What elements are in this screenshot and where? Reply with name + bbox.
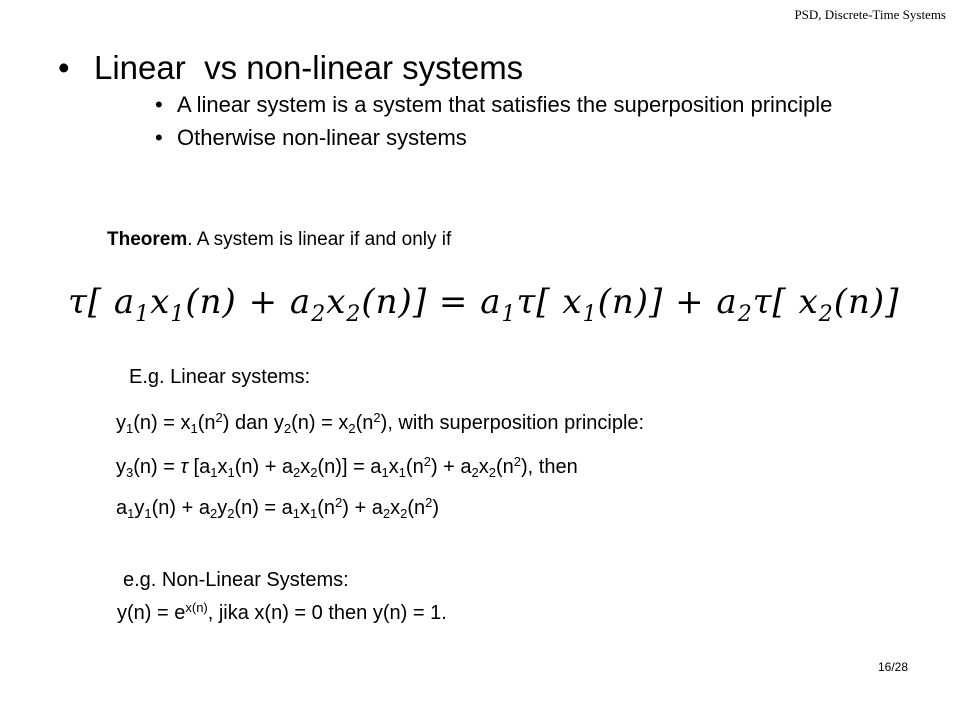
theorem-label: Theorem: [107, 229, 188, 250]
sub-bullet-list: [155, 92, 875, 158]
sub-bullet-text: A linear system is a system that satisfies the superposition principle: [177, 92, 833, 117]
bullet-dot: •: [155, 125, 163, 150]
sub-bullet-text: Otherwise non-linear systems: [177, 125, 467, 150]
nonlinear-example-equation: $y(n) = e^{x(n)}$, jika x(n) = 0 then y(n) = 1.: [117, 600, 447, 624]
page-number: 16/28: [877, 660, 908, 674]
main-bullet: [58, 48, 523, 88]
sub-bullet-item: [155, 125, 875, 150]
sub-bullet-item: [155, 92, 875, 117]
bullet-dot: •: [58, 49, 70, 86]
slide-heading: Linear vs non-linear systems: [94, 49, 524, 86]
linearity-equation: τ[ $a_1x_1(n) + a_2x_2(n)] = a_1\tau$[ $x_1(n)] + a_2\tau$[ $x_2(n)$]: [68, 282, 900, 327]
linear-example-label: E.g. Linear systems:: [129, 366, 311, 388]
theorem-statement: [107, 229, 451, 251]
linear-example-line-1: $y_1(n) = x_1(n^2)$ dan $y_2(n) = x_2(n^2)$, with superposition principle:: [116, 410, 645, 436]
nonlinear-example: [117, 567, 447, 627]
theorem-text: . A system is linear if and only if: [187, 229, 452, 250]
bullet-dot: •: [155, 92, 163, 117]
linear-example-line-2: $y_3(n) = \tau$ $[a_1x_1(n) + a_2x_2(n)] = a_1x_1(n^2) + a_2x_2(n^2)$, then: [116, 454, 578, 480]
course-reference: PSD, Discrete-Time Systems: [794, 7, 946, 22]
linear-example-line-3: $a_1y_1(n) + a_2y_2(n) = a_1x_1(n^2) + a_2x_2(n^2)$: [116, 495, 440, 521]
nonlinear-example-label: e.g. Non-Linear Systems:: [123, 569, 349, 591]
